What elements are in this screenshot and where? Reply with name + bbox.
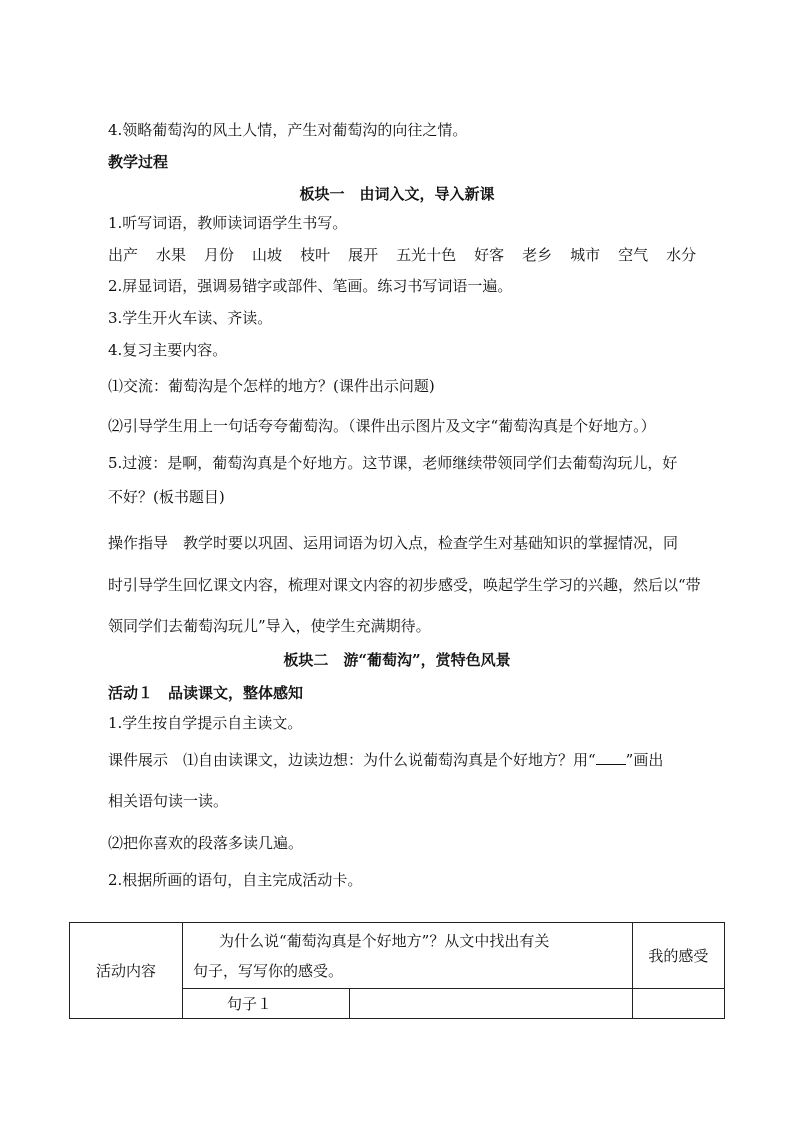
word-item: 城市 [570, 246, 601, 264]
courseware-line2: 相关语句读一读。 [108, 792, 229, 810]
word-item: 枝叶 [300, 246, 331, 264]
word-item: 空气 [618, 246, 649, 264]
block1-question2: ⑵引导学生用上一句话夸夸葡萄沟。（课件出示图片及文字“葡萄沟真是个好地方。） [108, 417, 656, 435]
block2-step2: 2.根据所画的语句，自主完成活动卡。 [108, 871, 363, 889]
process-heading: 教学过程 [108, 153, 169, 171]
block2-title: 板块二 游“葡萄沟”，赏特色风景 [283, 651, 511, 669]
block1-step1: 1.听写词语，教师读词语学生书写。 [108, 214, 348, 232]
word-item: 老乡 [522, 246, 553, 264]
header-question-line1: 为什么说“葡萄沟真是个好地方”？从文中找出有关 [219, 931, 550, 950]
objective-4: 4.领略葡萄沟的风土人情，产生对葡萄沟的向往之情。 [108, 121, 468, 139]
block1-step5-line2: 不好？(板书题目) [108, 488, 225, 506]
courseware-line1 [108, 750, 663, 770]
word-list [108, 245, 714, 265]
block1-title: 板块一 由词入文，导入新课 [299, 185, 495, 203]
block1-question1: ⑴交流：葡萄沟是个怎样的地方？(课件出示问题) [108, 377, 435, 395]
courseware-line3: ⑵把你喜欢的段落多读几遍。 [108, 834, 304, 852]
block1-step2: 2.屏显词语，强调易错字或部件、笔画。练习书写词语一遍。 [108, 277, 513, 295]
word-item: 五光十色 [396, 246, 457, 264]
word-item: 水果 [156, 246, 187, 264]
header-question-line2: 句子，写写你的感受。 [193, 961, 344, 980]
guide-line3: 领同学们去葡萄沟玩儿”导入，使学生充满期待。 [108, 617, 431, 635]
word-item: 展开 [348, 246, 379, 264]
underline-blank [596, 750, 626, 765]
activity1-heading: 活动１ 品读课文，整体感知 [108, 684, 304, 702]
header-activity-content: 活动内容 [70, 923, 183, 1019]
word-item: 山坡 [252, 246, 283, 264]
row1-label: 句子１ [183, 989, 350, 1019]
row1-feeling-cell[interactable] [632, 989, 724, 1019]
header-question [183, 923, 633, 989]
header-my-feeling: 我的感受 [632, 923, 724, 989]
block1-step3: 3.学生开火车读、齐读。 [108, 309, 273, 327]
activity-card-table [69, 922, 725, 1019]
courseware-text: 课件展示 ⑴自由读课文，边读边想：为什么说葡萄沟真是个好地方？用“ [108, 751, 596, 769]
guide-line1: 操作指导 教学时要以巩固、运用词语为切入点，检查学生对基础知识的掌握情况，同 [108, 534, 679, 552]
block1-step5-line1: 5.过渡：是啊，葡萄沟真是个好地方。这节课，老师继续带领同学们去葡萄沟玩儿，好 [108, 454, 678, 472]
word-item: 好客 [474, 246, 505, 264]
guide-line2: 时引导学生回忆课文内容，梳理对课文内容的初步感受，唤起学生学习的兴趣，然后以“带 [108, 576, 701, 594]
word-item: 月份 [204, 246, 235, 264]
word-item: 水分 [666, 246, 697, 264]
courseware-text-end: ”画出 [625, 751, 664, 769]
row1-sentence-cell[interactable] [350, 989, 633, 1019]
word-item: 出产 [108, 246, 139, 264]
block2-step1: 1.学生按自学提示自主读文。 [108, 714, 303, 732]
block1-step4: 4.复习主要内容。 [108, 341, 228, 359]
